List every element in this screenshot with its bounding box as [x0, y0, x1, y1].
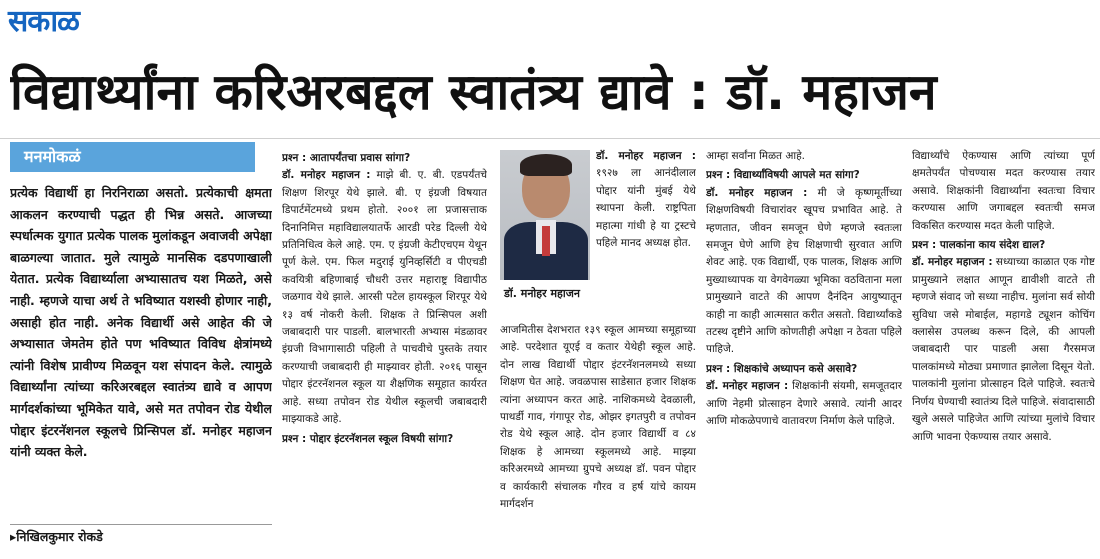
answer-5	[912, 254, 1095, 445]
answer-label: डॉ. मनोहर महाजन :	[706, 186, 808, 199]
continued-text: विद्यार्थ्यांचे ऐकण्यास आणि त्यांच्या पूर्ण क्षमतेपर्यंत पोचण्यास मदत करण्यास तयार असावे. शिक्षकांनी विद्यार्थ्यांना स्वतःचा विचार करण्यास आणि जगाबद्दल स्वतःची समज विकसित करण्यास मदत केली पाहिजे.	[912, 150, 1095, 232]
column-3	[706, 148, 902, 553]
headline: विद्यार्थ्यांना करिअरबद्दल स्वातंत्र्य द्यावे : डॉ. महाजन	[10, 63, 937, 121]
question-5: प्रश्‍न : पालकांना काय संदेश द्याल?	[912, 239, 1046, 252]
column-2-top	[596, 148, 696, 313]
answer-label: डॉ. मनोहर महाजन :	[282, 169, 371, 182]
answer-4	[706, 378, 902, 430]
question-1: प्रश्‍न : आतापर्यंतचा प्रवास सांगा?	[282, 152, 411, 164]
masthead-logo: सकाळ	[8, 4, 79, 39]
photo-tie	[542, 226, 550, 256]
question-3: प्रश्‍न : विद्यार्थ्यांविषयी आपले मत सांगा?	[706, 169, 860, 182]
answer-1	[282, 167, 487, 428]
answer-label: डॉ. मनोहर महाजन :	[596, 150, 696, 162]
answer-text: माझे बी. ए. बी. एडपर्यंतचे शिक्षण शिरपूर येथे झाले. बी. ए इंग्रजी विषयात डिपार्टमेंटमध्ये प्रथम होतो. २००१ ला प्रजासत्ताक दिनानिमित्त महाविद्यालयातर्फे आरडी परेड दिल्ली येथे प्रतिनिधित्व केले आहे. एम. ए इंग्रजी केटीएचएम येथून पूर्ण केले. एम. फिल मदुराई युनिव्हर्सिटी व पीएचडी कवयित्री बहिणाबाई चौधरी उत्तर महाराष्ट्र विद्यापीठ जळगाव येथे झाले. आरसी पटेल हायस्कूल शिरपूर येथे १३ वर्ष नोकरी केली. शिक्षक ते प्रिन्सिपल अशी जबाबदारी पार पाडली. बालभारती अभ्यास मंडळावर इंग्रजी विभागासाठी पहिली ते पाचवीचे पुस्तके तयार करण्याची जबाबदारी ही माझ्यावर होती. २०१६ पासून पोद्दार इंटरनॅशनल स्कूल या शैक्षणिक समूहात कार्यरत आहे. सध्या तपोवन रोड येथील स्कूलची जबाबदारी माझ्याकडे आहे.	[282, 169, 487, 426]
photo-caption: डॉ. मनोहर महाजन	[504, 287, 580, 300]
divider	[0, 138, 1100, 139]
portrait-photo	[500, 150, 590, 280]
answer-text: मी जे कृष्णमूर्तीच्या शिक्षणविषयी विचारांवर खूपच प्रभावित आहे. ते म्हणतात, जीवन समजून घेणे म्हणजे स्वतःला समजून घेणे आणि हेच शिक्षणाची सुरवात आणि शेवट आहे. एक विद्यार्थी, एक पालक, शिक्षक आणि मुख्याध्यापक या वेगवेगळ्या भूमिका वठविताना मला प्रामुख्याने वाटते की आपण दैनंदिन आयुष्यातून काही ना काही आत्मसात करीत असतो. विद्यार्थ्यांकडे तटस्थ दृष्टीने आणि कोणतीही अपेक्षा न ठेवता पहिले पाहिजे.	[706, 186, 902, 356]
byline: ▸निखिलकुमार रोकडे	[10, 524, 272, 548]
question-4: प्रश्‍न : शिक्षकांचे अध्यापन कसे असावे?	[706, 362, 858, 375]
continued-text: आम्हा सर्वांना मिळत आहे.	[706, 150, 806, 162]
column-4	[912, 148, 1095, 553]
answer-label: डॉ. मनोहर महाजन :	[912, 256, 993, 269]
answer-3	[706, 185, 902, 359]
answer-text: सध्याच्या काळात एक गोष्ट प्रामुख्याने लक्षात आणून द्यावीशी वाटते ती म्हणजे संवाद जो सध्या नाहीच. मुलांना सर्व सोयी सुविधा जसे मोबाईल, महागडे ट्यूशन कोचिंग क्लासेस उपलब्ध करून दिले, की आपली जबाबदारी पार पाडली असा गैरसमज पालकांमध्ये मोठ्या प्रमाणात झालेला दिसून येतो. पालकांनी मुलांना प्रोत्साहन दिले पाहिजे. स्वतःचे निर्णय घेण्याची स्वातंत्र्य दिले पाहिजे. संवादासाठी खुले असले पाहिजेत आणि त्यांच्या मुलांचे विचार आणि भावना ऐकण्यास तयार असावे.	[912, 256, 1095, 443]
column-1	[282, 148, 487, 553]
answer-text: १९२७ ला आनंदीलाल पोद्दार यांनी मुंबई येथे स्थापना केली. राष्ट्रपिता महात्मा गांधी हे या ट्रस्टचे पहिले मानद अध्यक्ष होत.	[596, 167, 696, 250]
photo-hair	[520, 154, 572, 176]
answer-label: डॉ. मनोहर महाजन :	[706, 380, 789, 393]
intro-paragraph: प्रत्येक विद्यार्थी हा निरनिराळा असतो. प्रत्येकाची क्षमता आकलन करण्याची पद्धत ही भिन्न असते. आजच्या स्पर्धात्मक युगात प्रत्येक पालक मुलांकडून अवाजवी अपेक्षा बाळगल्या जातात. मुले त्यामुळे मानसिक दडपणाखाली येतात. प्रत्येक विद्यार्थ्याला अभ्यासातच यश मिळते, असे नाही. म्हणजे याचा अर्थ ते भविष्यात यशस्वी होणार नाही, असाही होत नाही. अनेक विद्यार्थी असे आहेत की जे अभ्यासात जेमतेम होते पण भविष्यात विविध क्षेत्रांमध्ये त्यांनी विशेष प्रावीण्य मिळवून यश संपादन केले. त्यामुळे विद्यार्थ्यांना त्यांच्या करिअरबद्दल स्वातंत्र्य द्यावे व आपण मार्गदर्शकांच्या भूमिकेत यावे, असे मत तपोवन रोड येथील पोद्दार इंटरनॅशनल स्कूलचे प्रिन्सिपल डॉ. मनोहर महाजन यांनी व्यक्त केले.	[10, 185, 272, 460]
answer-text: शिक्षकांनी संयमी, समजूतदार आणि नेहमी प्रोत्साहन देणारे असावे. त्यांनी आदर आणि मोकळेपणाचे वातावरण निर्माण केले पाहिजे.	[706, 380, 902, 428]
answer-2	[596, 148, 696, 252]
question-2: प्रश्‍न : पोद्दार इंटरनॅशनल स्कूल विषयी सांगा?	[282, 432, 454, 445]
section-tag: मनमोकळं	[10, 142, 255, 172]
answer-2-continued: आजमितीस देशभरात १३९ स्कूल आमच्या समूहाच्या आहे. परदेशात यूएई व कतार येथेही स्कूल आहे. दोन लाख विद्यार्थी पोद्दार इंटरनॅशनलमध्ये सध्या शिक्षण घेत आहे. जवळपास साडेसात हजार शिक्षक त्यांना अध्यापन करत आहे. नाशिकमध्ये देवळाली, पाथर्डी गाव, गंगापूर रोड, ओझर इगतपुरी व तपोवन रोड येथे स्कूल आहे. दोन हजार विद्यार्थी व ८४ शिक्षक हे आमच्या स्कूलमध्ये आहे. माझ्या करिअरमध्ये आमच्या ग्रुपचे अध्यक्ष डॉ. पवन पोद्दार व कार्यकारी संचालक गौरव व हर्ष यांचे कायम मार्गदर्शन	[500, 324, 696, 511]
column-2-bottom	[500, 322, 696, 553]
